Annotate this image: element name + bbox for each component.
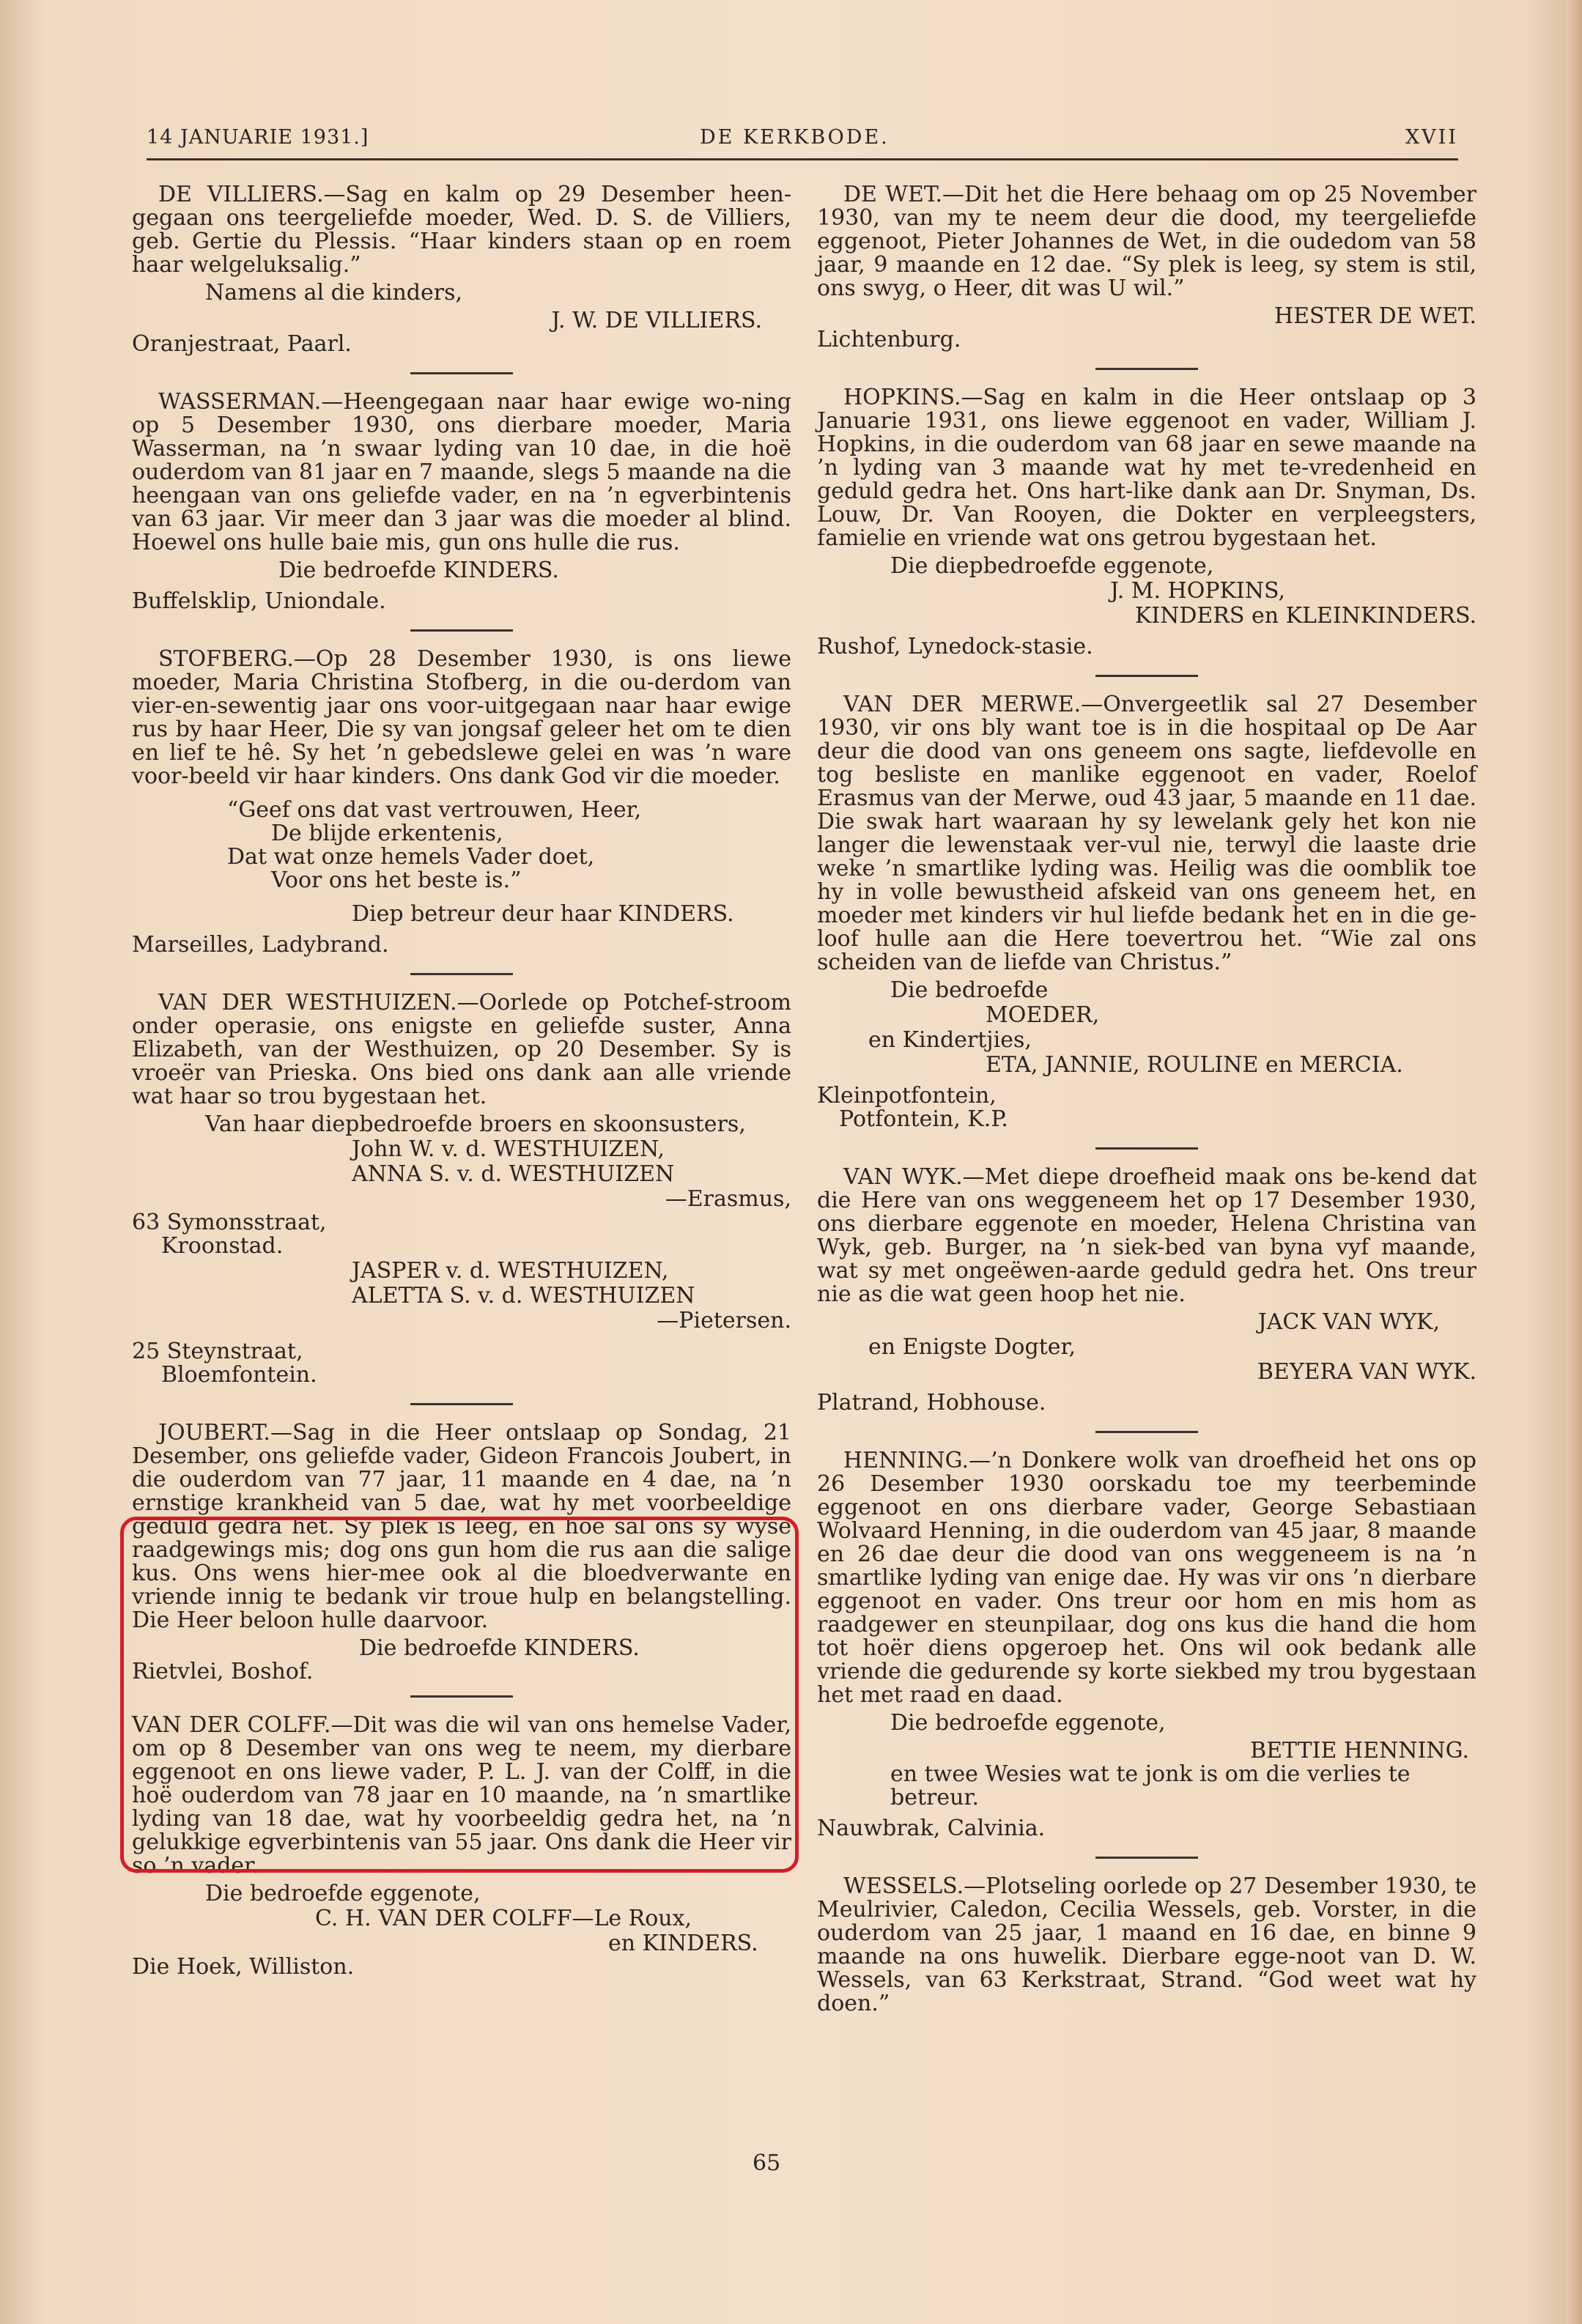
notice-intro: Van haar diepbedroefde broers en skoonsusters,: [205, 1111, 746, 1137]
notice-henning: [817, 1449, 1476, 1840]
notice-text: WASSERMAN.—Heengegaan naar haar ewige wo-ning op 5 Desember 1930, ons dierbare moeder, Maria Wasserman, na ’n swaar lyding van 10 dae, in die hoë ouderdom van 81 jaar en 7 maande, slegs 5 maande na die heengaan van ons geliefde vader, en na ’n egverbintenis van 63 jaar. Vir meer dan 3 jaar was die moeder al blind. Hoewel ons hulle baie mis, gun ons hulle die rus.: [132, 389, 791, 555]
separator-rule: [1095, 675, 1198, 677]
poem-line: De blijde erkentenis,: [271, 821, 503, 846]
notice-location: Kroonstad.: [161, 1233, 284, 1259]
notice-location: Platrand, Hobhouse.: [817, 1390, 1046, 1416]
notice-van-der-westhuizen: [132, 991, 791, 1387]
notice-text: WESSELS.—Plotseling oorlede op 27 Desember 1930, te Meulrivier, Caledon, Cecilia Wessels, geb. Vorster, in die ouderdom van 25 jaar, 1 maand en 16 dae, en binne 9 maande na ons huwelik. Dierbare egge-noot van D. W. Wessels, van 63 Kerkstraat, Strand. “God weet wat hy doen.”: [817, 1873, 1476, 2016]
notice-signatory: Die bedroefde KINDERS.: [359, 1635, 640, 1661]
notice-location: Lichtenburg.: [817, 327, 961, 352]
notice-signatory: BEYERA VAN WYK.: [1257, 1359, 1476, 1385]
notice-signatory: Die bedroefde KINDERS.: [278, 558, 559, 583]
notice-signatory: KINDERS en KLEINKINDERS.: [1134, 603, 1476, 629]
notice-signoff: Die diepbedroefde eggenote,: [890, 553, 1214, 579]
header-rule: [147, 158, 1458, 160]
separator-rule: [1095, 368, 1198, 370]
separator-rule: [1095, 1147, 1198, 1150]
notice-text: JOUBERT.—Sag in die Heer ontslaap op Sondag, 21 Desember, ons geliefde vader, Gideon Francois Joubert, in die ouderdom van 77 jaar, 11 maande en 4 dae, na ’n ernstige krankheid van 5 dae, wat hy met voorbeeldige geduld gedra het. Sy plek is leeg, en hoe sal ons sy wyse raadgewings mis; dog ons gun hom die rus aan die salige kus. Ons wens hier-mee ook al die bloedverwante en vriende innig te bedank vir troue hulp en belangstelling. Die Heer beloon hulle daarvoor.: [132, 1420, 791, 1633]
notice-signoff: en Kindertjies,: [868, 1027, 1032, 1053]
notice-name: ALETTA S. v. d. WESTHUIZEN: [352, 1283, 695, 1309]
notice-signatory: JACK VAN WYK,: [1257, 1309, 1440, 1335]
notice-name: John W. v. d. WESTHUIZEN,: [352, 1136, 665, 1162]
header-date: 14 JANUARIE 1931.]: [147, 126, 369, 149]
notice-text: STOFBERG.—Op 28 Desember 1930, is ons liewe moeder, Maria Christina Stofberg, in die ou-derdom van vier-en-sewentig jaar ons voor-uitgegaan naar haar ewige rus by haar Heer, Die sy van jongsaf geleer het om te dien en lief te hê. Sy het ’n gebedslewe gelei en was ’n ware voor-beeld vir haar kinders. Ons dank God vir die moeder.: [132, 646, 791, 789]
notice-location: Rushof, Lynedock-stasie.: [817, 634, 1093, 659]
separator-rule: [410, 973, 513, 975]
notice-location: Bloemfontein.: [161, 1362, 317, 1388]
notice-poem: [227, 799, 791, 892]
paper-edge: [1566, 0, 1582, 2324]
notice-text: VAN DER COLFF.—Dit was die wil van ons hemelse Vader, om op 8 Desember van ons weg te neem, my dierbare eggenoot en ons liewe vader, P. L. J. van der Colff, in die hoë ouderdom van 78 jaar en 10 maande, na ’n smartlike lyding van 18 dae, wat hy voorbeeldig gedra het, na ’n gelukkige egverbintenis van 55 jaar. Ons dank die Heer vir so ’n vader.: [132, 1712, 791, 1879]
notice-location: Rietvlei, Boshof.: [132, 1659, 314, 1684]
notice-location: Oranjestraat, Paarl.: [132, 331, 352, 357]
notice-location: Potfontein, K.P.: [839, 1106, 1008, 1132]
notice-text: HENNING.—’n Donkere wolk van droefheid het ons op 26 Desember 1930 oorskadu toe my teerbeminde eggenoot en ons dierbare vader, George Sebastiaan Wolvaard Henning, in die ouderdom van 45 jaar, 8 maande en 26 dae deur die dood van ons weggeneem is na ’n smartlike lyding van enige dae. Hy was vir ons ’n dierbare eggenoot en vader. Ons treur oor hom en mis hom as raadgewer en steunpilaar, dog ons kus die hand die hom tot hoër diens opgeroep het. Ons wil ook bedank alle vriende die gedurende sy korte siekbed my trou bygestaan het met raad en daad.: [817, 1448, 1476, 1708]
notice-signatory: BETTIE HENNING.: [1250, 1738, 1469, 1764]
notice-wasserman: [132, 391, 791, 613]
page-number: 65: [753, 2150, 781, 2176]
poem-line: “Geef ons dat vast vertrouwen, Heer,: [227, 797, 642, 823]
notice-van-der-merwe: [817, 693, 1476, 1131]
notice-location: Nauwbrak, Calvinia.: [817, 1816, 1046, 1841]
notice-name: JASPER v. d. WESTHUIZEN,: [352, 1258, 669, 1284]
notice-text: HOPKINS.—Sag en kalm in die Heer ontslaap op 3 Januarie 1931, ons liewe eggenoot en vader, William J. Hopkins, in die ouderdom van 68 jaar en sewe maande na ’n lyding van 3 maande wat hy met te-vredenheid en geduld gedra het. Ons hart-like dank aan Dr. Snyman, Ds. Louw, Dr. Van Rooyen, die Dokter en verpleegsters, famielie en vriende wat ons getrou bygestaan het.: [817, 385, 1476, 551]
notice-signoff: Namens al die kinders,: [205, 280, 463, 306]
notice-signatory: Diep betreur deur haar KINDERS.: [352, 901, 734, 927]
notice-de-villiers: [132, 183, 791, 356]
notice-de-wet: [817, 183, 1476, 352]
notice-signatory: J. W. DE VILLIERS.: [551, 308, 762, 333]
notice-suffix: —Pietersen.: [657, 1308, 791, 1333]
notice-signatory: J. M. HOPKINS,: [1110, 578, 1286, 604]
notice-signatory: ETA, JANNIE, ROULINE en MERCIA.: [986, 1052, 1403, 1078]
notice-location: Buffelsklip, Uniondale.: [132, 588, 386, 614]
notice-text: DE VILLIERS.—Sag en kalm op 29 Desember heen-gegaan ons teergeliefde moeder, Wed. D. S. de Villiers, geb. Gertie du Plessis. “Haar kinders staan op en roem haar welgeluksalig.”: [132, 182, 791, 278]
highlight-box-joubert: [120, 1517, 799, 1873]
separator-rule: [1095, 1857, 1198, 1859]
notice-signatory: C. H. VAN DER COLFF—Le Roux,: [315, 1906, 692, 1931]
notice-signoff: Die bedroefde: [890, 977, 1049, 1003]
notice-signatory: en KINDERS.: [608, 1931, 758, 1956]
notice-location: Kleinpotfontein,: [817, 1083, 997, 1109]
header-page-roman: XVII: [1405, 126, 1458, 149]
notice-wessels: [817, 1875, 1476, 2016]
page-header: [147, 126, 1458, 163]
notice-text: DE WET.—Dit het die Here behaag om op 25 November 1930, van my te neem deur die dood, my teergeliefde eggenoot, Pieter Johannes de Wet, in die oudedom van 58 jaar, 9 maande en 12 dae. “Sy plek is leeg, sy stem is stil, ons swyg, o Heer, dit was U wil.”: [817, 182, 1476, 301]
notice-signoff: en twee Wesies wat te jonk is om die verlies te betreur.: [890, 1761, 1411, 1810]
notice-location: Die Hoek, Williston.: [132, 1954, 355, 1980]
poem-line: Dat wat onze hemels Vader doet,: [227, 844, 595, 870]
notice-stofberg: [132, 648, 791, 957]
poem-line: Voor ons het beste is.”: [271, 867, 522, 893]
header-title: DE KERKBODE.: [700, 126, 890, 149]
notice-signatory: MOEDER,: [986, 1002, 1100, 1028]
separator-rule: [1095, 1431, 1198, 1433]
notice-hopkins: [817, 386, 1476, 659]
separator-rule: [410, 629, 513, 632]
notice-location: Marseilles, Ladybrand.: [132, 932, 389, 958]
notice-signoff: Die bedroefde eggenote,: [205, 1881, 481, 1906]
notice-signoff: Die bedroefde eggenote,: [890, 1710, 1166, 1736]
notice-text: VAN DER MERWE.—Onvergeetlik sal 27 Desember 1930, vir ons bly want toe is in die hospitaal op De Aar deur die dood van ons geneem ons sagte, liefdevolle en tog besliste en manlike eggenoot en vader, Roelof Erasmus van der Merwe, oud 43 jaar, 5 maande en 11 dae. Die swak hart waaraan hy sy lewelank gely het kon nie langer die lewenstaak ver-vul nie, terwyl die laaste drie weke ’n smartlike lyding was. Heilig was die oomblik toe hy in volle bewustheid afskeid van ons geneem het, en moeder met kinders vir hul liefde bedank het en in die ge-loof hulle aan die Here toevertrou het. “Wie zal ons scheiden van de liefde van Christus.”: [817, 692, 1476, 975]
notice-name: ANNA S. v. d. WESTHUIZEN: [352, 1161, 675, 1187]
notice-signatory: HESTER DE WET.: [1274, 303, 1476, 329]
notice-signoff: en Enigste Dogter,: [868, 1334, 1076, 1360]
notice-location: 63 Symonsstraat,: [132, 1210, 327, 1235]
notice-text: VAN WYK.—Met diepe droefheid maak ons be-kend dat die Here van ons weggeneem het op 17 Desember 1930, ons dierbare eggenote en moeder, Helena Christina van Wyk, geb. Burger, na ’n siek-bed van byna vyf maande, wat sy met ongeëwen-aarde geduld gedra het. Ons treur nie as die wat geen hoop het nie.: [817, 1164, 1476, 1307]
notice-suffix: —Erasmus,: [665, 1186, 791, 1212]
notice-text: VAN DER WESTHUIZEN.—Oorlede op Potchef-stroom onder operasie, ons enigste en geliefde suster, Anna Elizabeth, van der Westhuizen, op 20 Desember. Sy is vroeër van Prieska. Ons bied ons dank aan alle vriende wat haar so trou bygestaan het.: [132, 990, 791, 1109]
separator-rule: [410, 372, 513, 374]
separator-rule: [410, 1403, 513, 1405]
notice-location: 25 Steynstraat,: [132, 1339, 303, 1364]
right-column: [817, 183, 1476, 2027]
notice-van-wyk: [817, 1166, 1476, 1415]
